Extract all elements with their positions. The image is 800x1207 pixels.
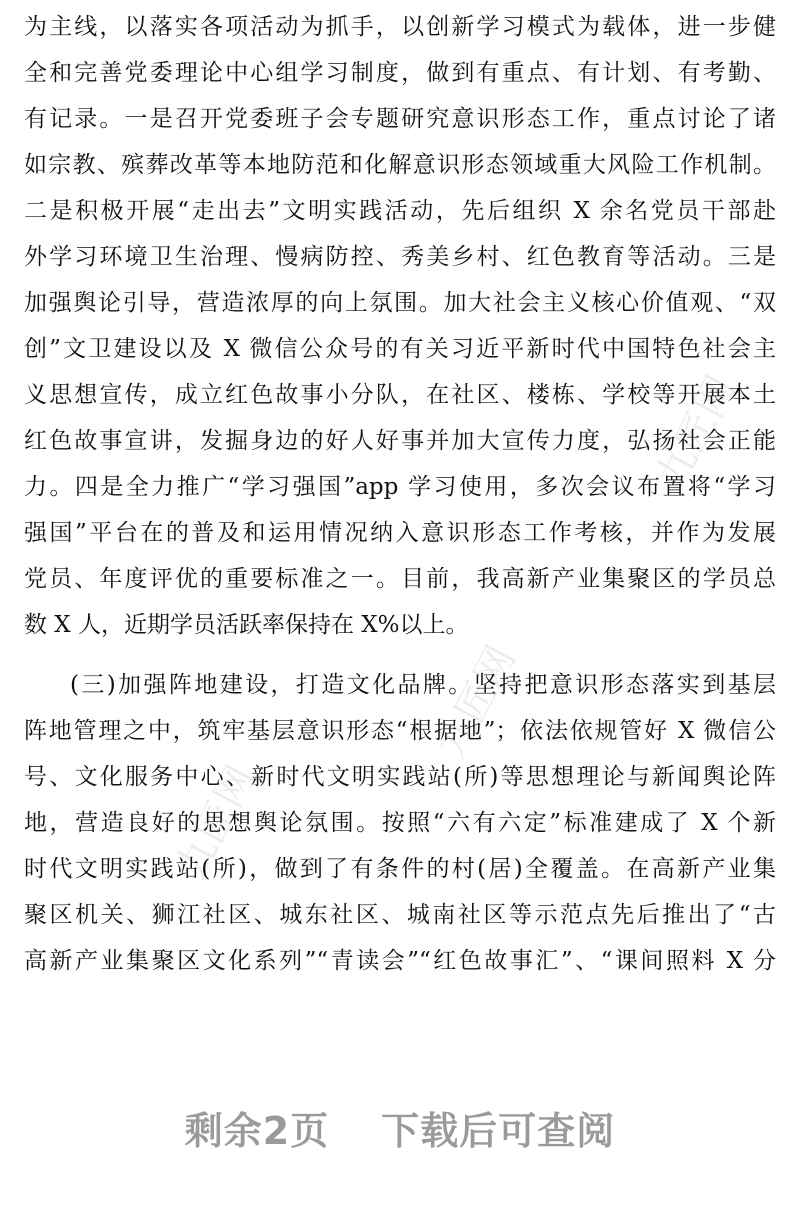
text-line: 时代文明实践站(所)，做到了有条件的村(居)全覆盖。在高新产业集	[24, 856, 776, 882]
text-line: 红色故事宣讲，发掘身边的好人好事并加大宣传力度，弘扬社会正能	[24, 428, 776, 454]
text-line: 二是积极开展“走出去”文明实践活动，先后组织 X 余名党员干部赴	[24, 198, 776, 224]
watermark: 九匠网	[647, 368, 745, 496]
document-body	[24, 4, 776, 984]
text-line: 数 X 人，近期学员活跃率保持在 X%以上。	[24, 612, 469, 638]
text-line: 力。四是全力推广“学习强国”app 学习使用，多次会议布置将“学习	[24, 474, 776, 500]
text-line: (三)加强阵地建设，打造文化品牌。坚持把意识形态落实到基层	[70, 672, 776, 698]
text-line: 如宗教、殡葬改革等本地防范和化解意识形态领域重大风险工作机制。	[24, 152, 776, 178]
text-line: 号、文化服务中心、新时代文明实践站(所)等思想理论与新闻舆论阵	[24, 764, 776, 790]
text-line: 有记录。一是召开党委班子会专题研究意识形态工作，重点讨论了诸	[24, 106, 776, 132]
text-line: 聚区机关、狮江社区、城东社区、城南社区等示范点先后推出了“古	[24, 902, 776, 928]
text-line: 地，营造良好的思想舆论氛围。按照“六有六定”标准建成了 X 个新	[24, 810, 776, 836]
text-line: 阵地管理之中，筑牢基层意识形态“根据地”；依法依规管好 X 微信公	[24, 718, 776, 744]
watermark: 九匠网	[427, 638, 525, 766]
paragraph-gap	[24, 648, 776, 662]
text-line: 加强舆论引导，营造浓厚的向上氛围。加大社会主义核心价值观、“双	[24, 290, 776, 316]
download-to-view-label: 下载后可查阅	[381, 1109, 616, 1153]
text-line: 全和完善党委理论中心组学习制度，做到有重点、有计划、有考勤、	[24, 60, 776, 86]
text-line: 创”文卫建设以及 X 微信公众号的有关习近平新时代中国特色社会主	[24, 336, 776, 362]
text-line: 为主线，以落实各项活动为抓手，以创新学习模式为载体，进一步健	[24, 14, 776, 40]
text-line: 党员、年度评优的重要标准之一。目前，我高新产业集聚区的学员总	[24, 566, 776, 592]
watermark: 九匠网	[167, 758, 265, 886]
download-prompt[interactable]	[0, 1100, 800, 1155]
text-line: 外学习环境卫生治理、慢病防控、秀美乡村、红色教育等活动。三是	[24, 244, 776, 270]
text-line: 义思想宣传，成立红色故事小分队，在社区、楼栋、学校等开展本土	[24, 382, 776, 408]
text-line: 高新产业集聚区文化系列”“青读会”“红色故事汇”、“课间照料 X 分	[24, 948, 776, 974]
remaining-pages-label: 剩余2页	[184, 1109, 330, 1153]
text-line: 强国”平台在的普及和运用情况纳入意识形态工作考核，并作为发展	[24, 520, 776, 546]
